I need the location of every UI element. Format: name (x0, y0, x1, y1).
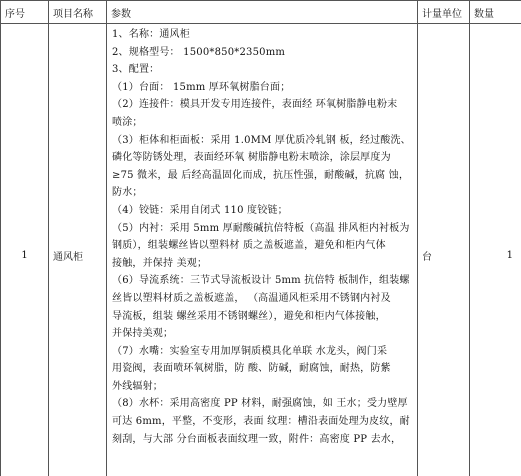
cell-quantity: 1 (470, 24, 521, 476)
parameter-line: ≥75 微米，最 后经高温固化而成，抗压性强，耐酸碱，抗腐 蚀， (112, 169, 410, 181)
header-unit: 计量单位 (418, 1, 470, 24)
header-item-name: 项目名称 (49, 1, 107, 24)
parameter-line: 3、配置： (112, 64, 160, 76)
header-index: 序号 (1, 1, 49, 24)
header-quantity: 数量 (470, 1, 521, 24)
cell-item-name: 通风柜 (49, 24, 107, 476)
parameter-line: 丝皆以塑料材质之盖板遮盖， （高温通风柜采用不锈钢内衬及 (112, 292, 391, 304)
parameter-line: （8）水杯：采用高密度 PP 材料，耐强腐蚀，如 王水；受力壁厚 (112, 398, 408, 410)
parameter-line: 防水； (112, 187, 143, 199)
parameter-line: 用瓷阀，表面喷环氧树脂，防 酸、防碱，耐腐蚀，耐热，防紫 (112, 363, 391, 375)
parameter-line: （6）导流系统：三节式导流板设计 5mm 抗倍特 板制作，组装螺 (112, 275, 410, 287)
parameter-line: 并保持美观； (112, 328, 174, 340)
table-header-row (1, 1, 521, 24)
table-row (1, 24, 521, 476)
parameter-line: 可达 6mm，平整，不变形，表面 纹理：槽沿表面处理为皮纹，耐 (112, 416, 410, 428)
parameter-line: （7）水嘴：实验室专用加厚铜质模具化单联 水龙头，阀门采 (112, 345, 388, 357)
parameter-line: 1、名称：通风柜 (112, 29, 190, 40)
parameter-line: 接触，并保持 美观； (112, 257, 208, 269)
parameter-line: 外线辐射； (112, 380, 163, 392)
parameter-line: 钢质），组装螺丝皆以塑料材 质之盖板遮盖，避免和柜内气体 (112, 240, 386, 252)
cell-unit: 台 (418, 24, 470, 476)
parameter-line: （1）台面： 15mm 厚环氧树脂台面； (112, 81, 291, 93)
cell-index: 1 (1, 24, 49, 476)
header-parameters: 参数 (107, 1, 418, 24)
parameter-line: 磷化等防锈处理，表面经环氧 树脂静电粉末喷涂，涂层厚度为 (112, 152, 391, 164)
cell-parameters (107, 24, 418, 476)
parameter-line: 导流板，组装 螺丝采用不锈钢螺丝），避免和柜内气体接触， (112, 310, 386, 322)
parameter-line: 刻刮，与大部 分台面板表面纹理一致，附件：高密度 PP 去水， (112, 433, 402, 445)
parameter-line: （5）内衬：采用 5mm 厚耐酸碱抗倍特板（高温 排风柜内衬板为 (112, 222, 410, 234)
parameter-line: （2）连接件：模具开发专用连接件，表面经 环氧树脂静电粉末 (112, 99, 398, 111)
parameter-line: （4）铰链：采用自闭式 110 度铰链； (112, 204, 288, 216)
parameter-line: 喷涂； (112, 116, 143, 128)
parameter-line: 2、规格型号： 1500*850*2350mm (112, 46, 286, 58)
parameter-line: （3）柜体和柜面板：采用 1.0MM 厚优质冷轧钢 板，经过酸洗、 (112, 134, 411, 146)
parameter-lines (112, 26, 411, 448)
